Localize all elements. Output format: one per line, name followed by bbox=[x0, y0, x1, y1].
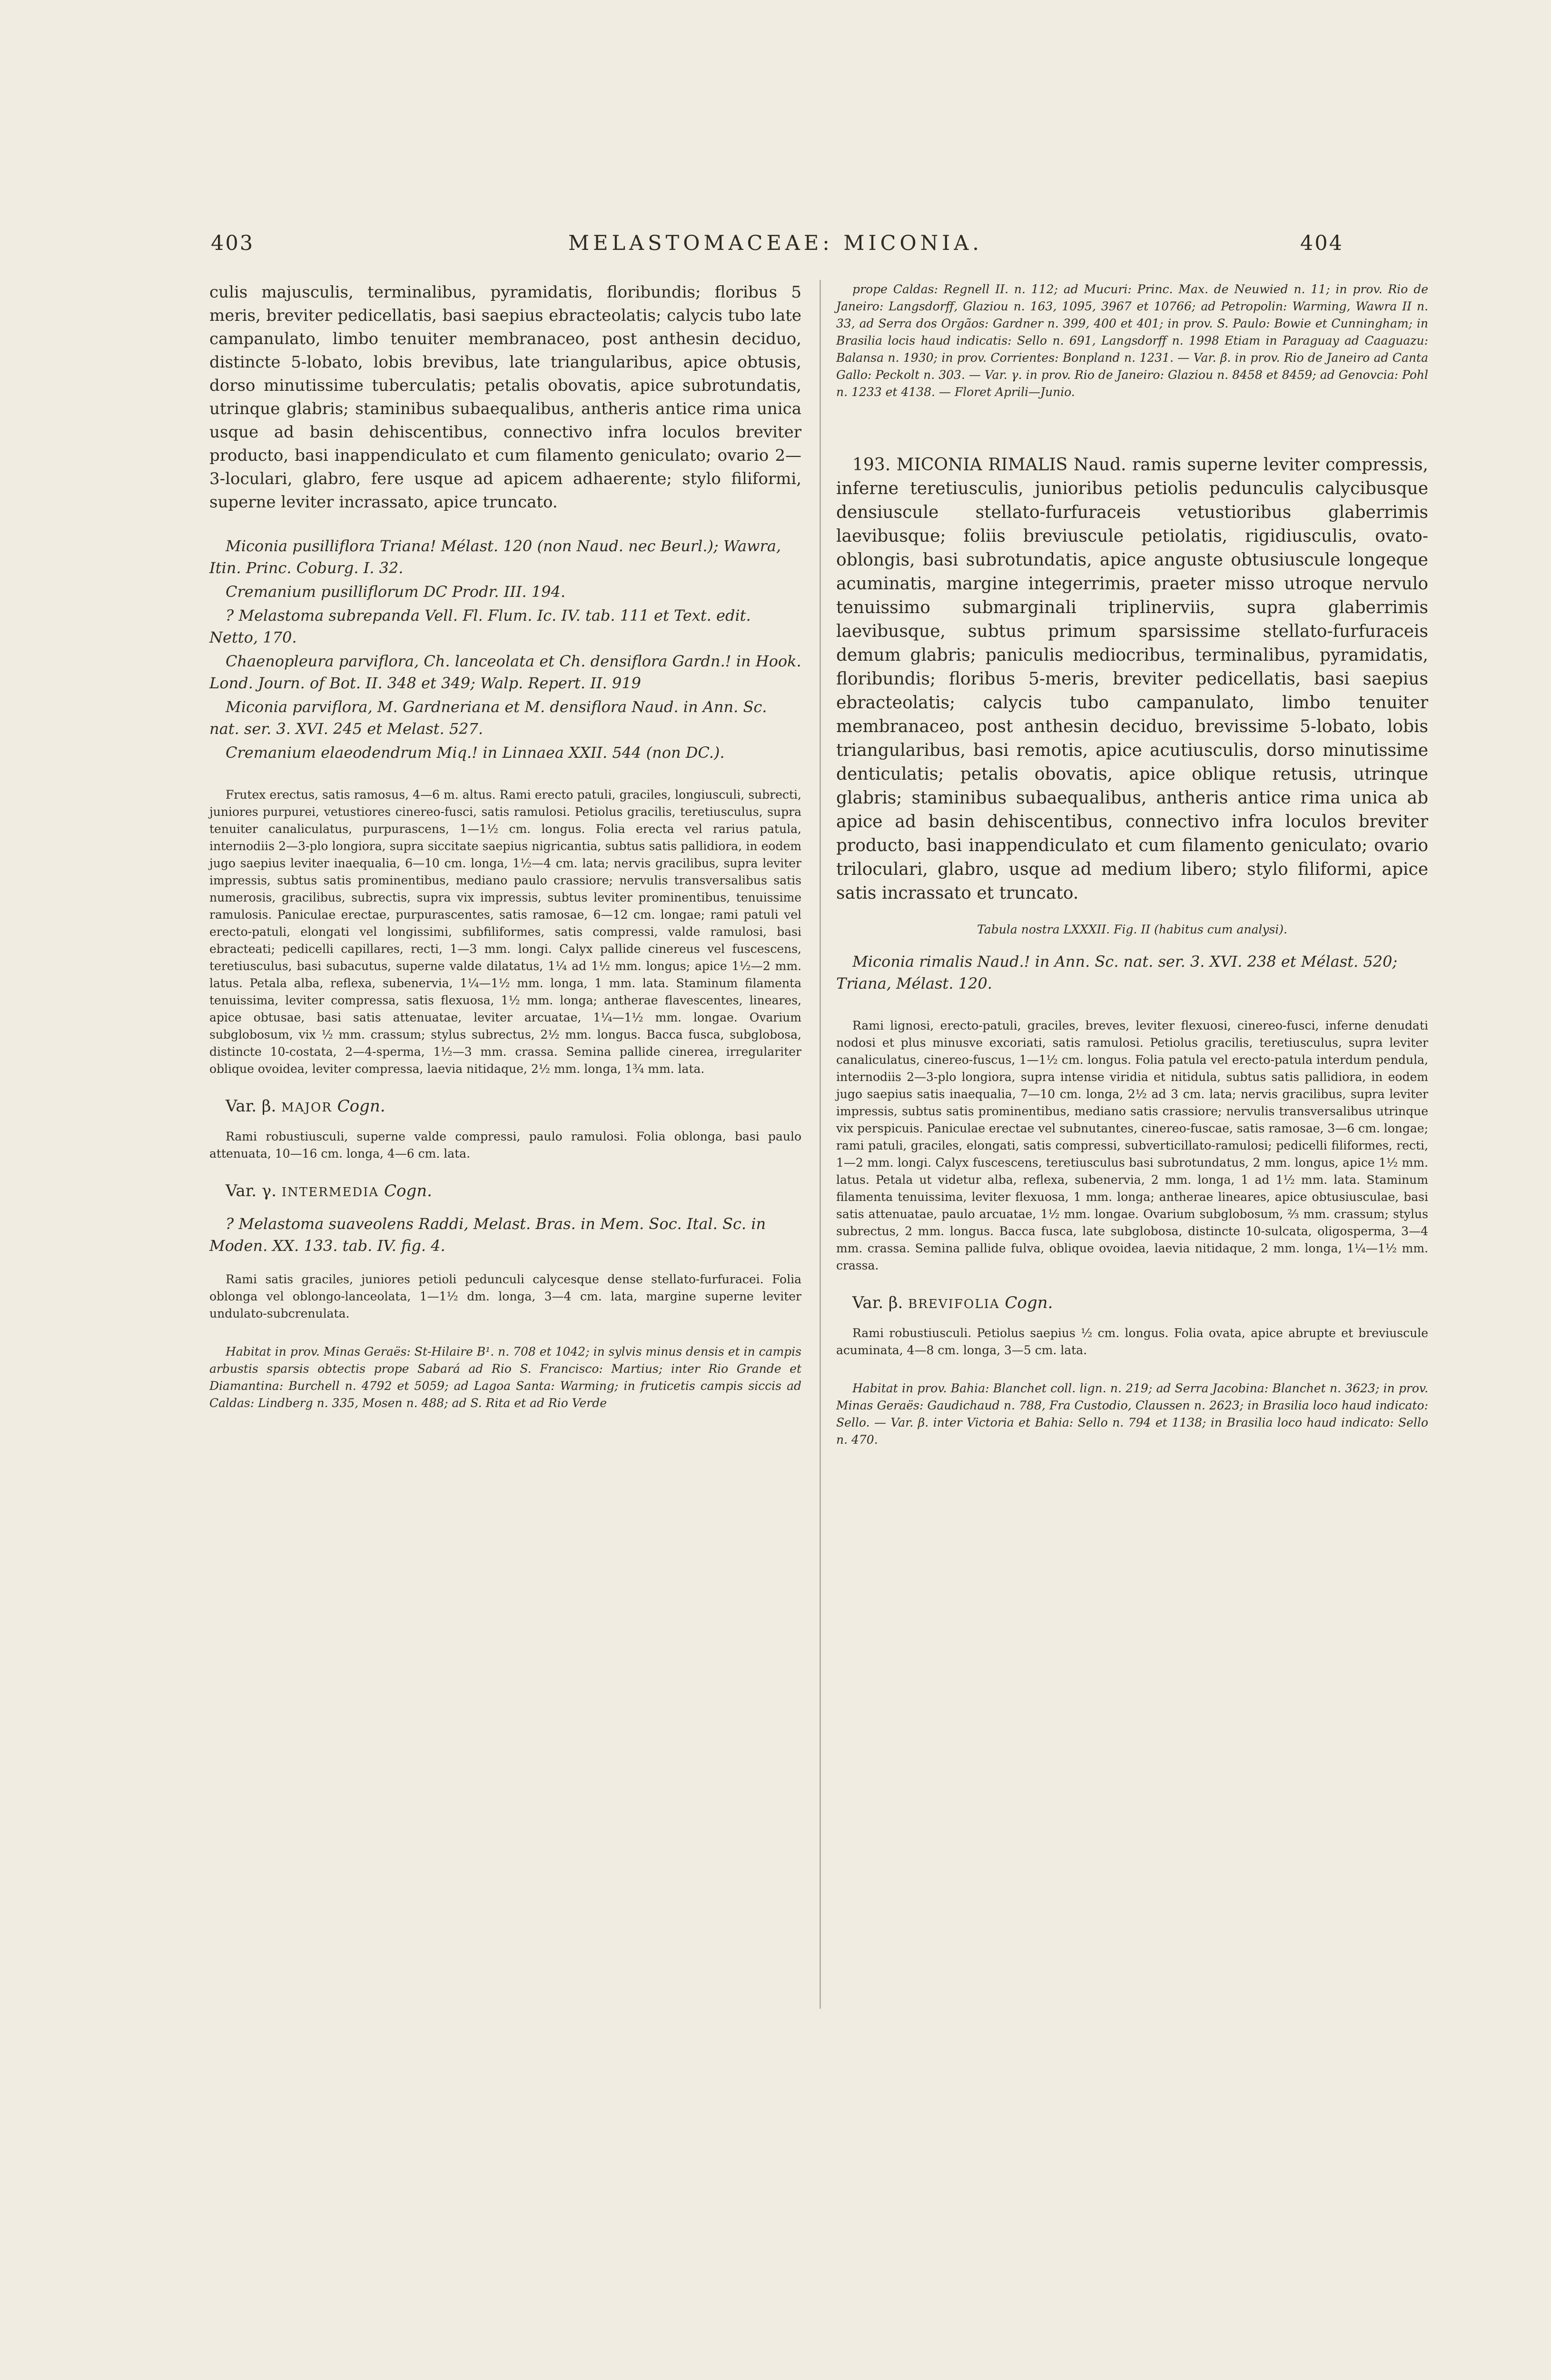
synonym-4: Chaenopleura parviflora, Ch. lanceolata et Ch. densiflora Gardn.! in Hook. Lond. Journ. of Bot. II. 348 et 349; Walp. Repert. II. 919 bbox=[209, 652, 801, 692]
habitat-text: Habitat in prov. Bahia: Blanchet coll. lign. n. 219; ad Serra Jacobina: Blanchet n. 3623; in prov. Minas Geraës: Gaudichaud n. 788, Fra Custodio, Claussen n. 2623; in Brasilia loco haud indicato: Sello. — Var. β. inter Victoria et Bahia: Sello n. 794 et 1138; in Brasilia loco haud indicato: Sello n. 470. bbox=[836, 1381, 1428, 1447]
habitat-text: Habitat in prov. Minas Geraës: St-Hilaire B¹. n. 708 et 1042; in sylvis minus densis et in campis arbustis sparsis obtectis prope Sabará ad Rio S. Francisco: Martius; inter Rio Grande et Diamantina: Burchell n. 4792 et 5059; ad Lagoa Santa: Warming; in fruticetis campis siccis ad Caldas: Lindberg n. 335, Mosen n. 488; ad S. Rita et ad Rio Verde bbox=[209, 1345, 801, 1410]
species-description-continued: culis majusculis, terminalibus, pyramidatis, floribundis; floribus 5 meris, breviter pedicellatis, basi saepius ebracteolatis; calycis tubo late campanulato, limbo tenuiter membranaceo, post anthesin deciduo, distincte 5-lobato, lobis brevibus, late triangularibus, apice obtusis, dorso minutissime tuberculatis; petalis obovatis, apice subrotundatis, utrinque glabris; staminibus subaequalibus, antheris antice rima unica usque ad basin dehiscentibus, connectivo infra loculos breviter producto, basi inappendiculato et cum filamento geniculato; ovario 2—3-loculari, glabro, fere usque ad apicem adhaerente; stylo filiformi, superne leviter incrassato, apice truncato. bbox=[209, 283, 801, 512]
variety-name: BREVIFOLIA bbox=[908, 1297, 1000, 1311]
variety-name: INTERMEDIA bbox=[281, 1185, 379, 1200]
synonym-5: Miconia parviflora, M. Gardneriana et M. densiflora Naud. in Ann. Sc. nat. ser. 3. XVI. 245 et Melast. 527. bbox=[209, 698, 767, 738]
variety-beta-heading bbox=[852, 1293, 1428, 1312]
morphology-description: Frutex erectus, satis ramosus, 4—6 m. altus. Rami erecto patuli, graciles, longiusculi, subrecti, juniores purpurei, vetustiores cinereo-fusci, satis ramulosi. Petiolus gracilis, teretiusculus, supra tenuiter canaliculatus, purpurascens, 1—1½ cm. longus. Folia erecta vel rarius patula, internodiis 2—3-plo longiora, supra siccitate saepius nigricantia, subtus satis pallidiora, in eodem jugo saepius leviter inaequalia, 6—10 cm. longa, 1½—4 cm. lata; nervis gracilibus, supra leviter impressis, subtus satis prominentibus, mediano paulo crassiore; nervulis transversalibus satis numerosis, gracilibus, subrectis, supra vix impressis, subtus leviter prominentibus, tenuissime ramulosis. Paniculae erectae, purpurascentes, satis ramosae, 6—12 cm. longae; rami patuli vel erecto-patuli, elongati vel longissimi, subfiliformes, satis compressi, valde ramulosi, basi ebracteati; pedicelli capillares, recti, 1—3 mm. longi. Calyx pallide cinereus vel fuscescens, teretiusculus, basi subacutus, superne valde dilatatus, 1¼ ad 1½ mm. longus; apice 1½—2 mm. latus. Petala alba, reflexa, subenervia, 1¼—1½ mm. longa, 1 mm. lata. Staminum filamenta tenuissima, leviter compressa, satis flexuosa, 1½ mm. longa; antherae flavescentes, lineares, apice obtusae, basi satis attenuatae, leviter arcuatae, 1¼—1½ mm. longae. Ovarium subglobosum, vix ½ mm. crassum; stylus subrectus, 2½ mm. longus. Bacca fusca, subglobosa, distincte 10-costata, 2—4-sperma, 1½—3 mm. crassa. Semina pallide cinerea, irregulariter oblique ovoidea, leviter compressa, laevia nitidaque, 2½ mm. longa, 1¾ mm. lata. bbox=[209, 788, 801, 1076]
synonym-6: Cremanium elaeodendrum Miq.! in Linnaea XXII. 544 (non DC.). bbox=[226, 744, 725, 762]
variety-label: Var. γ. bbox=[226, 1181, 277, 1200]
variety-beta-text: Rami robustiusculi. Petiolus saepius ½ cm. longus. Folia ovata, apice abrupte et breviuscule acuminata, 4—8 cm. longa, 3—5 cm. lata. bbox=[836, 1326, 1428, 1357]
habitat-text-continued: prope Caldas: Regnell II. n. 112; ad Mucuri: Princ. Max. de Neuwied n. 11; in prov. Rio de Janeiro: Langsdorff, Glaziou n. 163, 1095, 3967 et 10766; ad Petropolin: Warming, Wawra II n. 33, ad Serra dos Orgãos: Gardner n. 399, 400 et 401; in prov. S. Paulo: Bowie et Cunningham; in Brasilia locis haud indicatis: Sello n. 691, Langsdorff n. 1998 Etiam in Paraguay ad Caaguazu: Balansa n. 1930; in prov. Corrientes: Bonpland n. 1231. — Var. β. in prov. Rio de Janeiro ad Canta Gallo: Peckolt n. 303. — Var. γ. in prov. Rio de Janeiro: Glaziou n. 8458 et 8459; ad Genovcia: Pohl n. 1233 et 4138. — Floret Aprili—Junio. bbox=[836, 282, 1428, 399]
running-title: MELASTOMACEAE: MICONIA. bbox=[568, 231, 983, 255]
variety-gamma-synonym: ? Melastoma suaveolens Raddi, Melast. Bras. in Mem. Soc. Ital. Sc. in Moden. XX. 133. tab. IV. fig. 4. bbox=[209, 1215, 766, 1255]
left-column bbox=[209, 281, 801, 1412]
variety-name: MAJOR bbox=[281, 1101, 332, 1115]
page-number-left: 403 bbox=[211, 231, 255, 255]
variety-label: Var. β. bbox=[852, 1293, 903, 1312]
variety-author: Cogn. bbox=[337, 1097, 385, 1116]
variety-author: Cogn. bbox=[384, 1181, 432, 1200]
right-column bbox=[836, 281, 1428, 1448]
variety-author: Cogn. bbox=[1005, 1293, 1053, 1312]
variety-gamma-heading bbox=[226, 1181, 801, 1200]
variety-gamma-text: Rami satis graciles, juniores petioli pedunculi calycesque dense stellato-furfuracei. Folia oblonga vel oblongo-lanceolata, 1—1½ dm. longa, 3—4 cm. lata, margine superne leviter undulato-subcrenulata. bbox=[209, 1272, 801, 1320]
plate-reference: Tabula nostra LXXXII. Fig. II (habitus cum analysi). bbox=[977, 922, 1287, 936]
variety-beta-heading bbox=[226, 1097, 801, 1116]
page-number-right: 404 bbox=[1300, 231, 1344, 255]
species-description: 193. MICONIA RIMALIS Naud. ramis superne leviter compressis, inferne teretiusculis, junioribus petiolis pedunculis calycibusque densiuscule stellato-furfuraceis vetustioribus glaberrimis laevibusque; foliis breviuscule petiolatis, rigidiusculis, ovato-oblongis, basi subrotundatis, apice anguste obtusiuscule longeque acuminatis, margine integerrimis, praeter misso utroque nervulo tenuissimo submarginali triplinerviis, supra glaberrimis laevibusque, subtus primum sparsissime stellato-furfuraceis demum glabris; paniculis mediocribus, terminalibus, pyramidatis, floribundis; floribus 5-meris, breviter pedicellatis, basi saepius ebracteolatis; calycis tubo campanulato, limbo tenuiter membranaceo, post anthesin deciduo, brevissime 5-lobato, lobis triangularibus, basi remotis, apice acutiusculis, dorso minutissime denticulatis; petalis obovatis, apice oblique retusis, utrinque glabris; staminibus subaequalibus, antheris antice rima unica ab apice ad basin dehiscentibus, connectivo infra loculos breviter producto, basi inappendiculato et cum filamento geniculato; ovario triloculari, glabro, usque ad medium libero; stylo filiformi, apice satis incrassato et truncato. bbox=[836, 455, 1428, 903]
column-divider bbox=[820, 280, 821, 2009]
synonym-1: Miconia pusilliflora Triana! Mélast. 120 (non Naud. nec Beurl.); Wawra, Itin. Princ. Coburg. I. 32. bbox=[209, 537, 781, 577]
synonym: Miconia rimalis Naud.! in Ann. Sc. nat. ser. 3. XVI. 238 et Mélast. 520; Triana, Mélast. 120. bbox=[836, 952, 1398, 992]
morphology-description: Rami lignosi, erecto-patuli, graciles, breves, leviter flexuosi, cinereo-fusci, inferne denudati nodosi et plus minusve excoriati, satis ramulosi. Petiolus gracilis, teretiusculus, supra leviter canaliculatus, cinereo-fuscus, 1—1½ cm. longus. Folia patula vel erecto-patula interdum pendula, internodiis 2—3-plo longiora, supra intense viridia et nitidula, subtus satis pallidiora, in eodem jugo saepius satis inaequalia, 7—10 cm. longa, 2½ ad 3 cm. lata; nervis gracilibus, supra leviter impressis, subtus satis prominentibus, mediano satis crassiore; nervulis transversalibus utrinque vix perspicuis. Paniculae erectae vel subnutantes, cinereo-fuscae, satis ramosae, 3—6 cm. longae; rami patuli, graciles, elongati, satis compressi, subverticillato-ramulosi; pedicelli filiformes, recti, 1—2 mm. longi. Calyx fuscescens, teretiusculus basi subrotundatus, 2 mm. longus, apice 1½ mm. latus. Petala ut videtur alba, reflexa, subenervia, 2 mm. longa, 1 ad 1½ mm. lata. Staminum filamenta tenuissima, leviter flexuosa, 1 mm. longa; antherae lineares, apice obtusiusculae, basi satis attenuatae, paulo arcuatae, 1½ mm. longae. Ovarium subglobosum, ⅔ mm. crassum; stylus subrectus, 2 mm. longus. Bacca fusca, late subglobosa, distincte 10-sulcata, oligosperma, 3—4 mm. crassa. Semina pallide fulva, oblique ovoidea, laevia nitidaque, 2 mm. longa, 1¼—1½ mm. crassa. bbox=[836, 1019, 1428, 1272]
synonym-2: Cremanium pusilliflorum DC Prodr. III. 194. bbox=[226, 583, 566, 601]
synonym-3: ? Melastoma subrepanda Vell. Fl. Flum. Ic. IV. tab. 111 et Text. edit. Netto, 170. bbox=[209, 606, 751, 646]
variety-beta-text: Rami robustiusculi, superne valde compressi, paulo ramulosi. Folia oblonga, basi paulo attenuata, 10—16 cm. longa, 4—6 cm. lata. bbox=[209, 1130, 801, 1160]
variety-label: Var. β. bbox=[226, 1097, 277, 1116]
